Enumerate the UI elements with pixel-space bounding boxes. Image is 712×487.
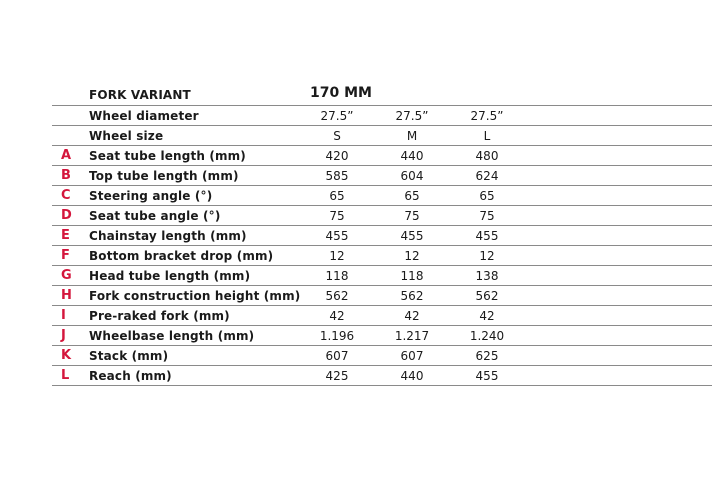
geometry-row <box>52 266 712 286</box>
row-letter: H <box>61 288 72 303</box>
row-label: Wheelbase length (mm) <box>89 329 255 343</box>
row-letter: I <box>61 308 66 323</box>
row-value-m: 75 <box>404 209 420 223</box>
row-value-m: 455 <box>400 229 424 243</box>
row-value-l: 12 <box>479 249 495 263</box>
geometry-row <box>52 166 712 186</box>
row-letter: D <box>61 208 72 223</box>
row-label: Wheel diameter <box>89 109 199 123</box>
row-label: Steering angle (°) <box>89 189 213 203</box>
row-value-m: 440 <box>400 369 424 383</box>
row-letter: K <box>61 348 72 363</box>
row-value-s: 27.5” <box>320 109 354 123</box>
row-value-s: 118 <box>325 269 349 283</box>
row-value-l: 480 <box>475 149 499 163</box>
row-value-s: 65 <box>329 189 345 203</box>
row-value-s: 425 <box>325 369 349 383</box>
row-value-m: M <box>406 129 418 143</box>
row-label: Wheel size <box>89 129 164 143</box>
row-value-s: 562 <box>325 289 349 303</box>
row-value-m: 562 <box>400 289 424 303</box>
row-label: Fork construction height (mm) <box>89 289 301 303</box>
row-letter: E <box>61 228 70 243</box>
row-value-l: 455 <box>475 369 499 383</box>
row-value-s: 607 <box>325 349 349 363</box>
geometry-row <box>52 106 712 126</box>
row-value-l: 455 <box>475 229 499 243</box>
geometry-row <box>52 186 712 206</box>
row-value-l: 27.5” <box>470 109 504 123</box>
geometry-row <box>52 206 712 226</box>
geometry-row <box>52 286 712 306</box>
row-label: Stack (mm) <box>89 349 169 363</box>
geometry-row <box>52 366 712 386</box>
row-letter: F <box>61 248 70 263</box>
geometry-row <box>52 226 712 246</box>
row-value-m: 118 <box>400 269 424 283</box>
row-value-s: 75 <box>329 209 345 223</box>
row-label: Chainstay length (mm) <box>89 229 247 243</box>
fork-variant-value: 170 MM <box>310 85 372 101</box>
row-value-l: 138 <box>475 269 499 283</box>
row-value-s: 1.196 <box>319 329 355 343</box>
row-value-m: 65 <box>404 189 420 203</box>
row-letter: A <box>61 148 72 163</box>
geometry-row <box>52 326 712 346</box>
fork-variant-label: FORK VARIANT <box>89 88 191 102</box>
row-value-s: S <box>333 129 341 143</box>
row-letter: L <box>61 368 70 383</box>
row-label: Seat tube angle (°) <box>89 209 221 223</box>
geometry-row <box>52 146 712 166</box>
row-value-s: 42 <box>329 309 345 323</box>
row-value-m: 604 <box>400 169 424 183</box>
row-value-m: 1.217 <box>394 329 430 343</box>
row-value-l: 1.240 <box>469 329 505 343</box>
row-letter: J <box>61 328 66 343</box>
row-label: Reach (mm) <box>89 369 172 383</box>
row-value-s: 455 <box>325 229 349 243</box>
row-value-m: 607 <box>400 349 424 363</box>
row-label: Head tube length (mm) <box>89 269 251 283</box>
row-value-s: 585 <box>325 169 349 183</box>
row-letter: B <box>61 168 71 183</box>
row-value-m: 440 <box>400 149 424 163</box>
row-value-l: L <box>483 129 491 143</box>
row-value-l: 65 <box>479 189 495 203</box>
geometry-row <box>52 126 712 146</box>
geometry-table <box>52 84 712 386</box>
geometry-row <box>52 246 712 266</box>
row-value-l: 42 <box>479 309 495 323</box>
row-value-l: 624 <box>475 169 499 183</box>
row-value-l: 625 <box>475 349 499 363</box>
row-label: Bottom bracket drop (mm) <box>89 249 274 263</box>
geometry-row <box>52 346 712 366</box>
geometry-row <box>52 306 712 326</box>
row-value-m: 42 <box>404 309 420 323</box>
row-label: Top tube length (mm) <box>89 169 239 183</box>
row-label: Pre-raked fork (mm) <box>89 309 230 323</box>
row-value-m: 27.5” <box>395 109 429 123</box>
row-letter: C <box>61 188 71 203</box>
row-letter: G <box>61 268 72 283</box>
row-value-l: 75 <box>479 209 495 223</box>
fork-variant-header-row <box>52 84 712 106</box>
row-value-s: 12 <box>329 249 345 263</box>
row-label: Seat tube length (mm) <box>89 149 246 163</box>
row-value-s: 420 <box>325 149 349 163</box>
row-value-l: 562 <box>475 289 499 303</box>
row-value-m: 12 <box>404 249 420 263</box>
